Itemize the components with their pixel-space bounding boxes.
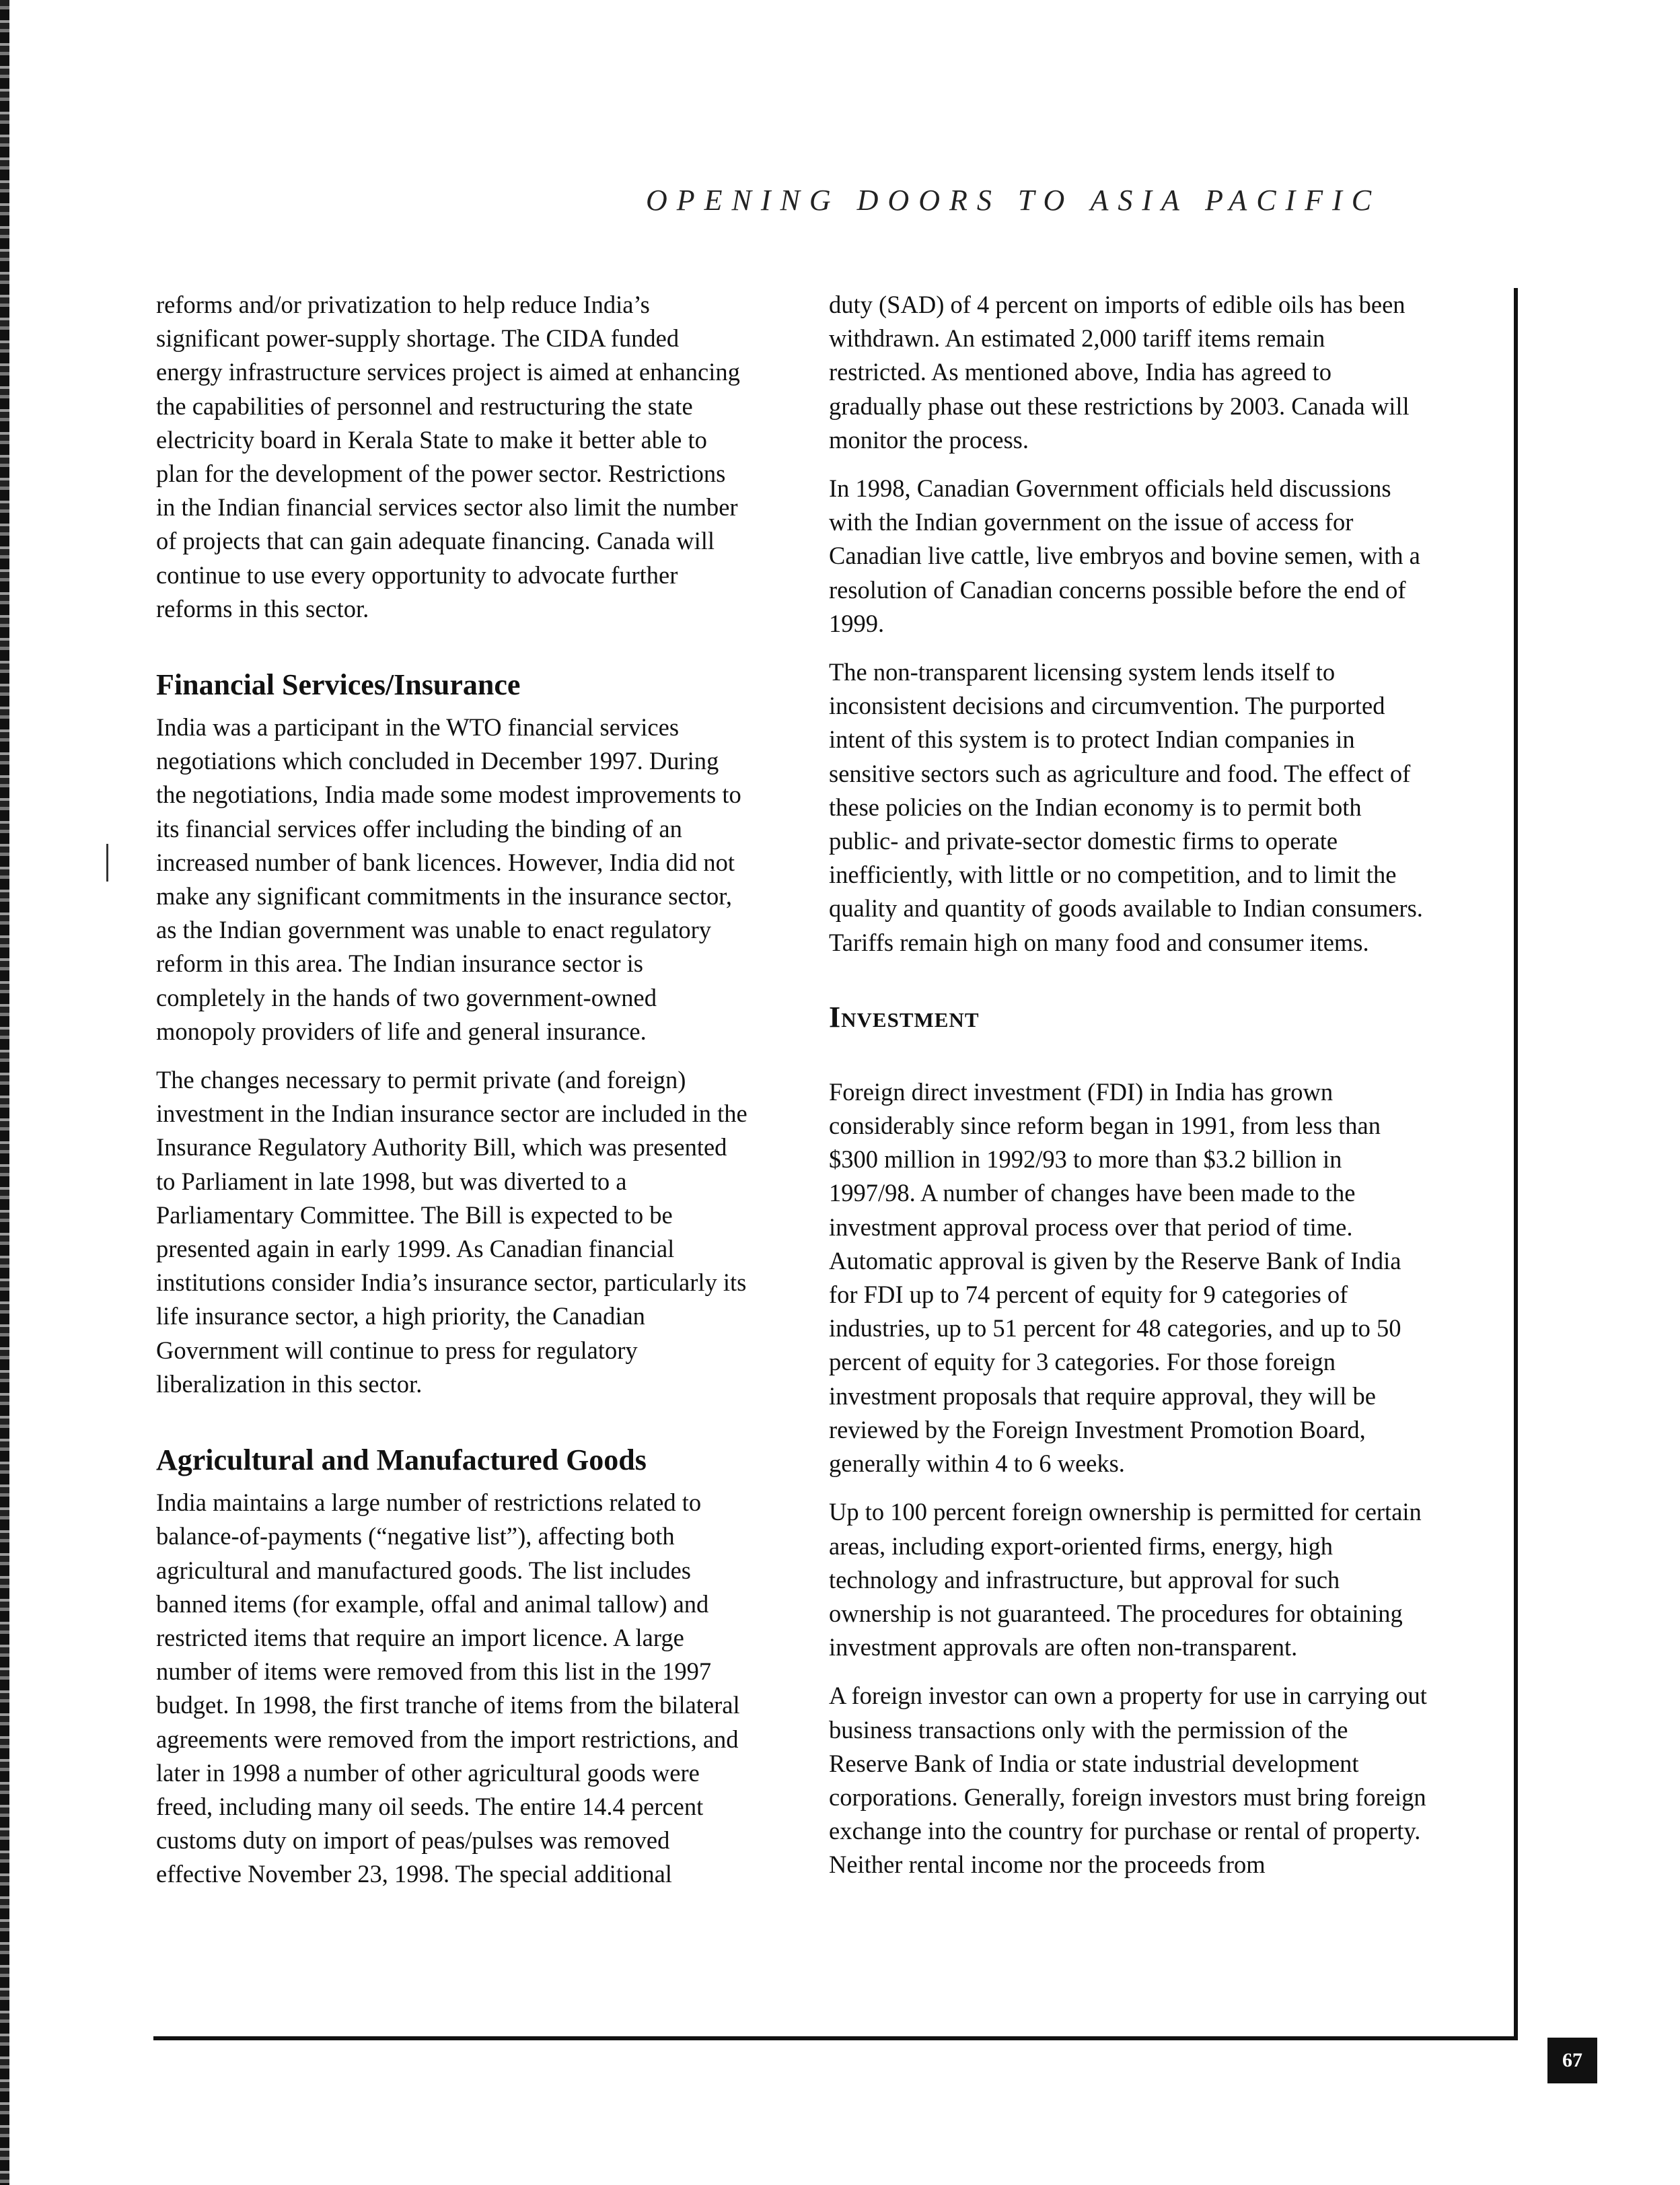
horizontal-rule xyxy=(153,2036,1518,2040)
vertical-rule xyxy=(1514,288,1518,2038)
paragraph-licensing: The non-transparent licensing system lends itself to inconsistent decisions and circumvention. The purported intent of this system is to protect Indian companies in sensitive sectors such as agriculture and food. The effect of these policies on the Indian economy is to permit both public- and private-sector domestic firms to operate inefficiently, with little or no competition, and to limit the quality and quantity of goods available to Indian consumers. Tariffs remain high on many food and consumer items. xyxy=(829,658,1423,956)
paragraph-financial-1: India was a participant in the WTO financial services negotiations which concluded in December 1997. During the negotiations, India made some modest improvements to its financial services offer including the binding of an increased number of bank licences. However, India did not make any significant commitments in the insurance sector, as the Indian government was unable to enact regulatory reform in this area. The Indian insurance sector is completely in the hands of two government-owned monopoly providers of life and general insurance. xyxy=(156,713,741,1045)
right-column xyxy=(829,288,1428,1897)
paragraph-fdi: Foreign direct investment (FDI) in India has grown considerably since reform began in 1991, from less than $300 million in 1992/93 to more than $3.2 billion in 1997/98. A number of changes have been made to the investment approval process over that period of time. Automatic approval is given by the Reserve Bank of India for FDI up to 74 percent of equity for 9 categories of industries, up to 51 percent for 48 categories, and up to 50 percent of equity for 3 categories. For those foreign investment proposals that require approval, they will be reviewed by the Foreign Investment Promotion Board, generally within 4 to 6 weeks. xyxy=(829,1077,1401,1478)
left-column xyxy=(156,288,748,1906)
paragraph-sad: duty (SAD) of 4 percent on imports of edible oils has been withdrawn. An estimated 2,000 tariff items remain restricted. As mentioned above, India has agreed to gradually phase out these restrictions by 2003. Canada will monitor the process. xyxy=(829,291,1410,454)
running-head: OPENING DOORS TO ASIA PACIFIC xyxy=(646,184,1381,217)
paragraph-cattle: In 1998, Canadian Government officials held discussions with the Indian government on the issue of access for Canadian live cattle, live embryos and bovine semen, with a resolution of Canadian concerns possible before the end of 1999. xyxy=(829,474,1420,637)
heading-investment: Investment xyxy=(829,1000,980,1034)
paragraph-agricultural: India maintains a large number of restrictions related to balance-of-payments (“negative list”), affecting both agricultural and manufactured goods. The list includes banned items (for example, offal and animal tallow) and restricted items that require an import licence. A large number of items were removed from this list in the 1997 budget. In 1998, the first tranche of items from the bilateral agreements were removed from the import restrictions, and later in 1998 a number of other agricultural goods were freed, including many oil seeds. The entire 14.4 percent customs duty on import of peas/pulses was removed effective November 23, 1998. The special additional xyxy=(156,1489,740,1888)
paragraph-property: A foreign investor can own a property for use in carrying out business transactions only with the permission of the Reserve Bank of India or state industrial development corporations. Generally, foreign investors must bring foreign exchange into the country for purchase or rental of property. Neither rental income nor the proceeds from xyxy=(829,1682,1427,1879)
paragraph-ownership: Up to 100 percent foreign ownership is permitted for certain areas, including export-oriented firms, energy, high technology and infrastructure, but approval for such ownership is not guaranteed. The procedures for obtaining investment approvals are often non-transparent. xyxy=(829,1498,1422,1661)
paragraph-intro: reforms and/or privatization to help reduce India’s significant power-supply shortage. The CIDA funded energy infrastructure services project is aimed at enhancing the capabilities of personnel and restructuring the state electricity board in Kerala State to make it better able to plan for the development of the power sector. Restrictions in the Indian financial services sector also limit the number of projects that can gain adequate financing. Canada will continue to use every opportunity to advocate further reforms in this sector. xyxy=(156,291,740,622)
heading-financial-services: Financial Services/Insurance xyxy=(156,668,521,702)
heading-agricultural-goods: Agricultural and Manufactured Goods xyxy=(156,1443,647,1477)
page-number: 67 xyxy=(1547,2038,1597,2083)
scan-binding-edge xyxy=(0,0,9,2185)
margin-mark xyxy=(106,844,108,882)
paragraph-financial-2: The changes necessary to permit private (and foreign) investment in the Indian insurance sector are included in the Insurance Regulatory Authority Bill, which was presented to Parliament in late 1998, but was diverted to a Parliamentary Committee. The Bill is expected to be presented again in early 1999. As Canadian financial institutions consider India’s insurance sector, particularly its life insurance sector, a high priority, the Canadian Government will continue to press for regulatory liberalization in this sector. xyxy=(156,1066,747,1398)
